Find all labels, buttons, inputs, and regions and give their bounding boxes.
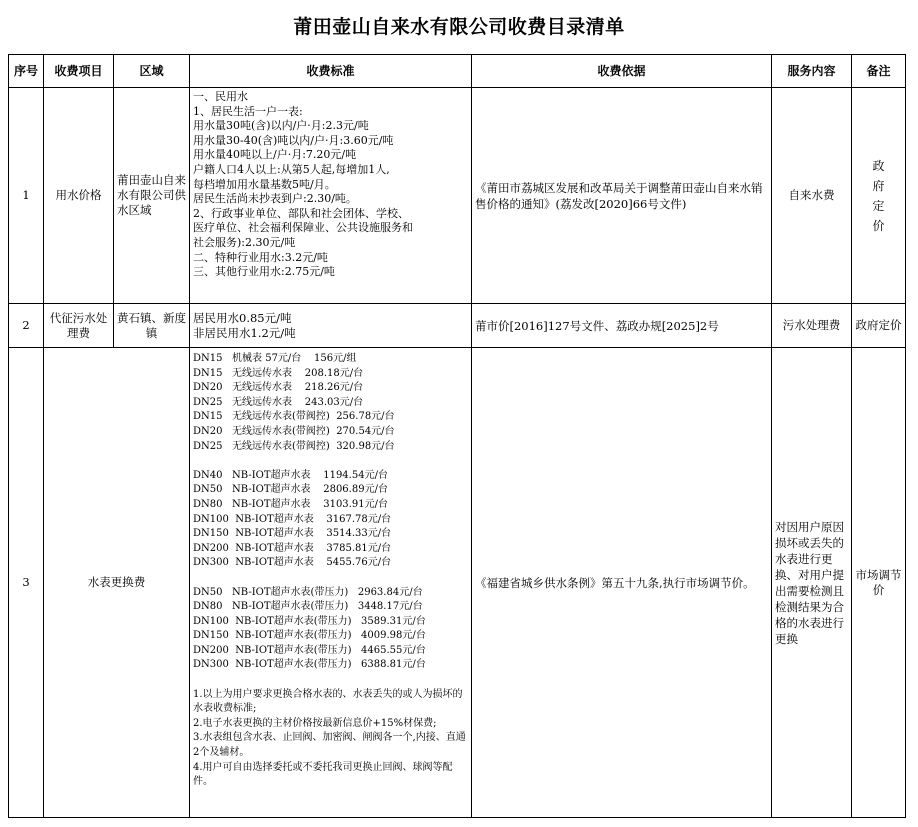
row-service: 对因用户原因损坏或丢失的水表进行更换、对用户提出需要检测且检测结果为合格的水表进行更换 <box>772 348 852 818</box>
standard-line: 三、其他行业用水:2.75元/吨 <box>193 265 335 279</box>
meter-line: DN100 NB-IOT超声水表(带压力) 3589.31元/台 <box>193 615 426 627</box>
row-standard <box>190 88 472 304</box>
standard-line: 用水量30-40(含)吨以内/户·月:3.60元/吨 <box>193 133 394 147</box>
row-basis: 《莆田市荔城区发展和改革局关于调整莆田壶山自来水销售价格的通知》(荔发改[2020]66号文件) <box>472 88 772 304</box>
meter-line: DN150 NB-IOT超声水表(带压力) 4009.98元/台 <box>193 630 426 642</box>
meter-line: DN100 NB-IOT超声水表 3167.78元/台 <box>193 513 392 525</box>
standard-line: 户籍人口4人以上:从第5人起,每增加1人, <box>193 162 390 176</box>
standard-line: 居民用水0.85元/吨 <box>193 310 292 325</box>
note-line: 4.用户可自由选择委托或不委托我司更换止回阀、球阀等配件。 <box>193 761 453 788</box>
row-remark: 市场调节价 <box>852 348 906 818</box>
row-no: 2 <box>9 304 44 348</box>
header-no: 序号 <box>9 55 44 88</box>
standard-line: 每档增加用水量基数5吨/月。 <box>193 177 336 191</box>
standard-line: 社会服务):2.30元/吨 <box>193 235 296 249</box>
meter-line: DN20 无线远传水表 218.26元/台 <box>193 382 364 394</box>
row-remark <box>852 88 906 304</box>
table-row <box>9 88 906 304</box>
standard-line: 2、行政事业单位、部队和社会团体、学校、 <box>193 206 409 220</box>
standard-line: 非居民用水1.2元/吨 <box>193 325 296 340</box>
meter-line: DN15 无线远传水表(带阀控) 256.78元/台 <box>193 411 395 423</box>
row-item: 代征污水处理费 <box>44 304 114 348</box>
standard-line: 一、民用水 <box>193 90 248 103</box>
row-remark: 政府定价 <box>852 304 906 348</box>
table-row <box>9 304 906 348</box>
meter-line: DN25 无线远传水表 243.03元/台 <box>193 396 364 408</box>
row-basis: 《福建省城乡供水条例》第五十九条,执行市场调节价。 <box>472 348 772 818</box>
standard-line: 用水量30吨(含)以内/户·月:2.3元/吨 <box>193 119 369 133</box>
fee-table <box>8 54 906 818</box>
row-item: 用水价格 <box>44 88 114 304</box>
meter-line: DN300 NB-IOT超声水表(带压力) 6388.81元/台 <box>193 659 426 671</box>
notes <box>193 688 468 790</box>
meter-line: DN25 无线远传水表(带阀控) 320.98元/台 <box>193 440 395 452</box>
standard-line: 1、居民生活一户一表: <box>193 104 303 118</box>
header-item: 收费项目 <box>44 55 114 88</box>
row-area: 莆田壶山自来水有限公司供水区域 <box>114 88 190 304</box>
note-line: 2.电子水表更换的主材价格按最新信息价+15%材保费; <box>193 717 437 729</box>
header-remark: 备注 <box>852 55 906 88</box>
meter-line: DN80 NB-IOT超声水表 3103.91元/台 <box>193 498 388 510</box>
meter-line: DN15 无线远传水表 208.18元/台 <box>193 367 364 379</box>
row-service: 污水处理费 <box>772 304 852 348</box>
header-area: 区域 <box>114 55 190 88</box>
table-row <box>9 348 906 818</box>
meter-line: DN15 机械表 57元/台 156元/组 <box>193 353 357 364</box>
standard-line: 二、特种行业用水:3.2元/吨 <box>193 250 328 264</box>
row-item: 水表更换费 <box>44 348 190 818</box>
meter-line: DN80 NB-IOT超声水表(带压力) 3448.17元/台 <box>193 601 423 613</box>
meter-line: DN50 NB-IOT超声水表 2806.89元/台 <box>193 484 388 496</box>
note-line: 3.水表组包含水表、止回阀、加密阀、闸阀各一个,内接、直通2个及辅材。 <box>193 732 466 759</box>
meter-line: DN200 NB-IOT超声水表(带压力) 4465.55元/台 <box>193 644 426 656</box>
row-basis: 莆市价[2016]127号文件、荔政办规[2025]2号 <box>472 304 772 348</box>
header-basis: 收费依据 <box>472 55 772 88</box>
row-no: 1 <box>9 88 44 304</box>
note-line: 1.以上为用户要求更换合格水表的、水表丢失的或人为损坏的水表收费标准; <box>193 688 463 715</box>
page-title: 莆田壶山自来水有限公司收费目录清单 <box>293 16 625 38</box>
header-standard: 收费标准 <box>190 55 472 88</box>
row-standard <box>190 304 472 348</box>
row-standard <box>190 348 472 818</box>
meter-line: DN150 NB-IOT超声水表 3514.33元/台 <box>193 528 392 540</box>
table-header-row <box>9 55 906 88</box>
standard-line: 用水量40吨以上/户·月:7.20元/吨 <box>193 148 357 162</box>
meter-line: DN20 无线远传水表(带阀控) 270.54元/台 <box>193 425 395 437</box>
meter-line: DN200 NB-IOT超声水表 3785.81元/台 <box>193 542 392 554</box>
row-no: 3 <box>9 348 44 818</box>
meter-line: DN40 NB-IOT超声水表 1194.54元/台 <box>193 469 388 481</box>
standard-line: 医疗单位、社会福利保障业、公共设施服务和 <box>193 221 413 235</box>
header-service: 服务内容 <box>772 55 852 88</box>
row-area: 黄石镇、新度镇 <box>114 304 190 348</box>
meter-line: DN50 NB-IOT超声水表(带压力) 2963.84元/台 <box>193 586 423 598</box>
meter-line: DN300 NB-IOT超声水表 5455.76元/台 <box>193 557 392 569</box>
standard-line: 居民生活尚未抄表到户:2.30/吨。 <box>193 192 357 206</box>
row-service: 自来水费 <box>772 88 852 304</box>
remark-text: 政府定价 <box>872 158 885 233</box>
